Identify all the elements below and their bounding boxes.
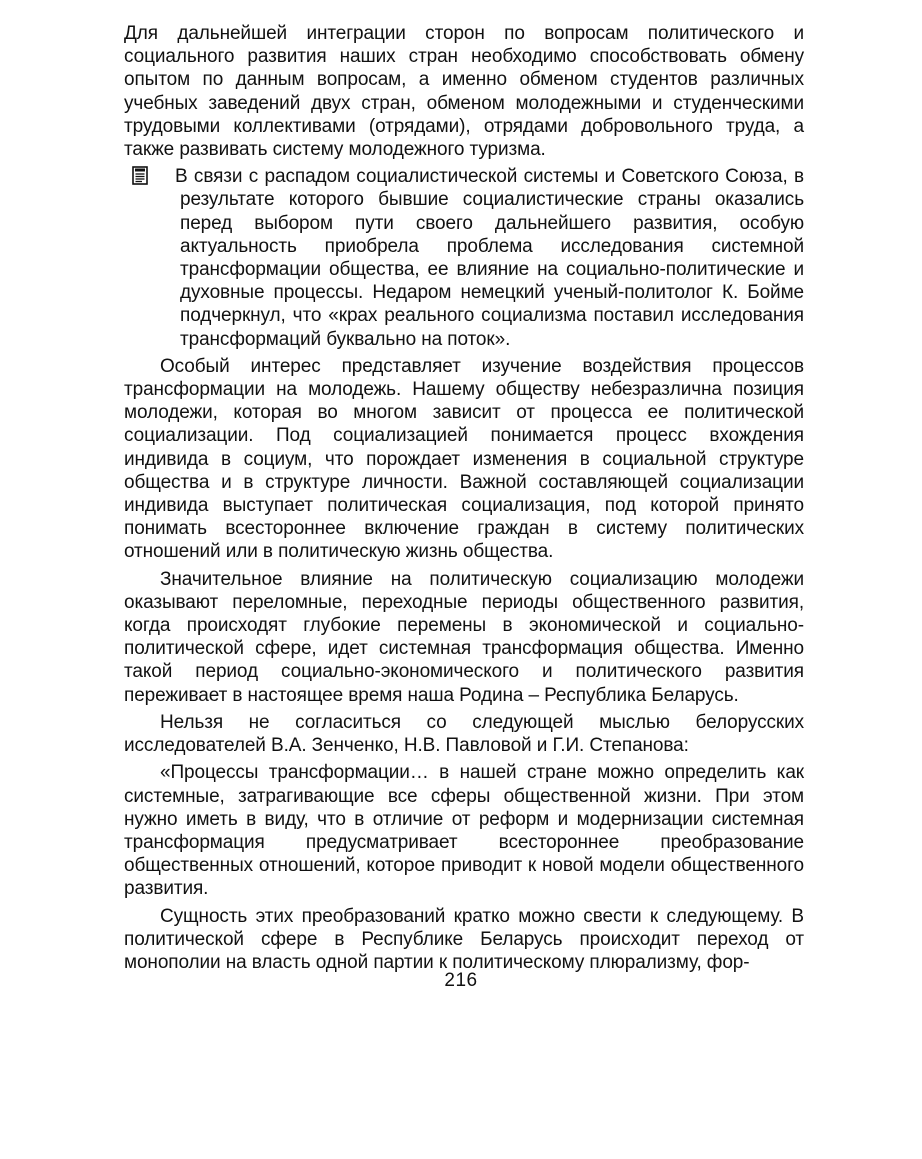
page-number: 216 (444, 970, 478, 991)
paragraph-quotation: «Процессы трансформации… в нашей стране можно определить как системные, затрагивающие все сферы общественной жизни. При этом нужно иметь в виду, что в отличие от реформ и модернизации системная трансформация предусматривает всестороннее преобразование общественных отношений, которое приводит к новой модели общественного развития. (124, 762, 804, 900)
paragraph-transformation-text: В связи с распадом социалистической системы и Советского Союза, в результате которого бывшие социалистические страны оказались перед выбором пути своего дальнейшего развития, особую актуальность приобрела проблема исследования системной трансформации общества, ее влияние на социально-политические и духовные процессы. Недаром немецкий ученый-политолог К. Бойме подчеркнул, что «крах реального социализма поставил исследования трансформаций буквально на поток». (175, 166, 804, 350)
paragraph-integration: Для дальнейшей интеграции сторон по вопросам политического и социального развития наших стран необходимо способствовать обмену опытом по данным вопросам, а именно обменом студентов различных учебных заведений двух стран, обменом молодежными и студенческими трудовыми коллективами (отрядами), отрядами добровольного труда, а также развивать систему молодежного туризма. (124, 23, 804, 161)
paragraph-transformation-research (175, 165, 804, 351)
paragraph-essence: Сущность этих преобразований кратко можно свести к следующему. В политической сфере в Республике Беларусь происходит переход от монополии на власть одной партии к политическому плюрализму, фор- (124, 905, 804, 973)
body-text (124, 22, 804, 978)
document-icon (156, 166, 172, 185)
paragraph-transition-periods: Значительное влияние на политическую социализацию молодежи оказывают переломные, переходные периоды общественного развития, когда происходят глубокие перемены в экономической и социально-политической сфере, идет системная трансформация общества. Именно такой период социально-экономического и политического развития переживает в настоящее время наша Родина – Республика Беларусь. (124, 568, 804, 706)
paragraph-researchers-intro: Нельзя не согласиться со следующей мыслью белорусских исследователей В.А. Зенченко, Н.В. Павловой и Г.И. Степанова: (124, 711, 804, 757)
paragraph-youth-socialization: Особый интерес представляет изучение воздействия процессов трансформации на молодежь. Нашему обществу небезразлична позиция молодежи, которая во многом зависит от процесса ее политической социализации. Под социализацией понимается процесс вхождения индивида в социум, что порождает изменения в социальной структуре общества и в структуре личности. Важной составляющей социализации индивида выступает политическая социализация, под которой принято понимать всестороннее включение граждан в систему политических отношений или в политическую жизнь общества. (124, 355, 804, 563)
